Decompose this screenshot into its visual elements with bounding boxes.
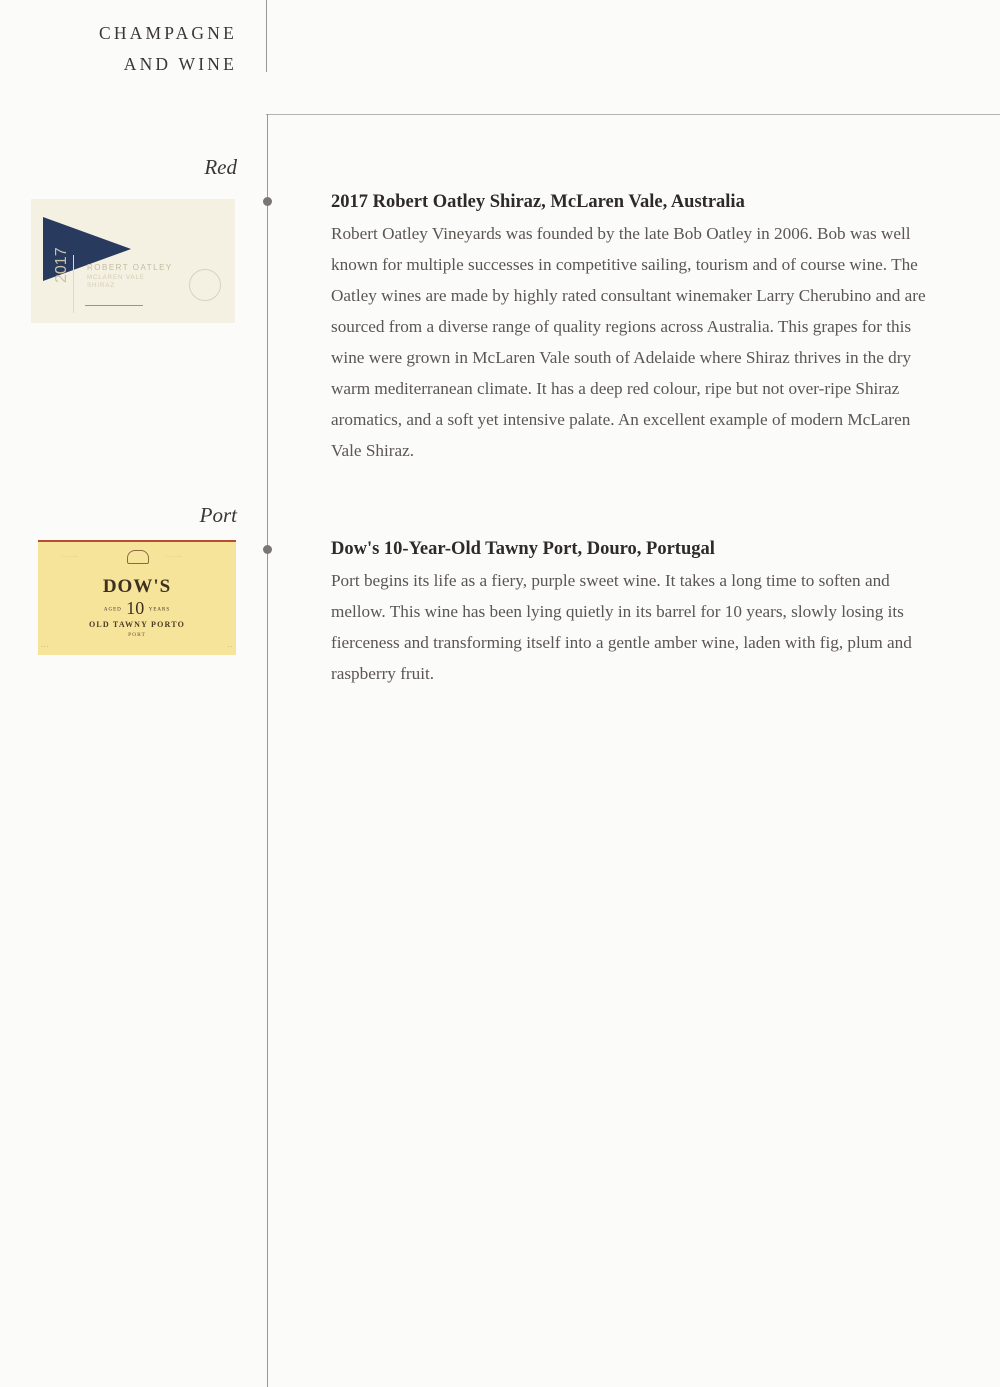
label-style: OLD TAWNY PORTO (88, 620, 186, 629)
crest-icon (127, 550, 149, 564)
section-label-port: Port (199, 503, 237, 527)
label-name: DOW'S (102, 576, 172, 597)
label-year: 2017 (53, 247, 70, 283)
label-aged-prefix: AGED (103, 607, 122, 613)
top-rule (266, 114, 1000, 115)
label-subtext (87, 274, 145, 290)
section-label-red: Red (204, 155, 237, 179)
wine-title: Dow's 10-Year-Old Tawny Port, Douro, Portugal (331, 539, 715, 559)
label-aged (38, 598, 236, 619)
label-aged-suffix: YEARS (148, 607, 171, 613)
label-sub-2: SHIRAZ (87, 283, 116, 289)
timeline-dot (263, 545, 272, 554)
wine-label-image-oatley (31, 199, 235, 323)
wine-entry (331, 189, 931, 466)
wine-title: 2017 Robert Oatley Shiraz, McLaren Vale, Australia (331, 192, 745, 212)
page-header (99, 18, 237, 80)
label-brand: ROBERT OATLEY (87, 263, 173, 272)
header-line-1: CHAMPAGNE (98, 23, 237, 43)
label-footer-left: · · · (41, 645, 49, 650)
wine-label-image-dows (38, 540, 236, 655)
label-footer-right: · · (227, 645, 232, 650)
label-sub-1: MCLAREN VALE (87, 275, 145, 281)
wine-description: Robert Oatley Vineyards was founded by the late Bob Oatley in 2006. Bob was well known for multiple successes in competitive sailing, tourism and of course wine. The Oatley wines are made by highly rated consultant winemaker Larry Cherubino and are sourced from a diverse range of quality regions across Australia. This grapes for this wine were grown in McLaren Vale south of Adelaide where Shiraz thrives in the dry warm mediterranean climate. It has a deep red colour, ripe but not over-ripe Shiraz aromatics, and a soft yet intensive palate. An excellent example of modern McLaren Vale Shiraz. (331, 224, 926, 460)
header-divider (266, 0, 267, 72)
label-aged-number: 10 (126, 598, 145, 618)
timeline-rule (267, 114, 268, 1387)
timeline-dot (263, 197, 272, 206)
seal-icon (189, 269, 221, 301)
label-fineprint-right: · · · · · · · (166, 554, 182, 559)
wine-description: Port begins its life as a fiery, purple sweet wine. It takes a long time to soften and mellow. This wine has been lying quietly in its barrel for 10 years, slowly losing its fierceness and transforming itself into a gentle amber wine, laden with fig, plum and raspberry fruit. (331, 571, 912, 683)
label-type: PORT (128, 632, 146, 638)
signature-mark (85, 293, 143, 306)
header-line-2: AND WINE (123, 54, 237, 74)
wine-entry (331, 536, 931, 689)
label-frame-line (73, 255, 74, 313)
label-fineprint-left: · · · · · · · (62, 554, 78, 559)
